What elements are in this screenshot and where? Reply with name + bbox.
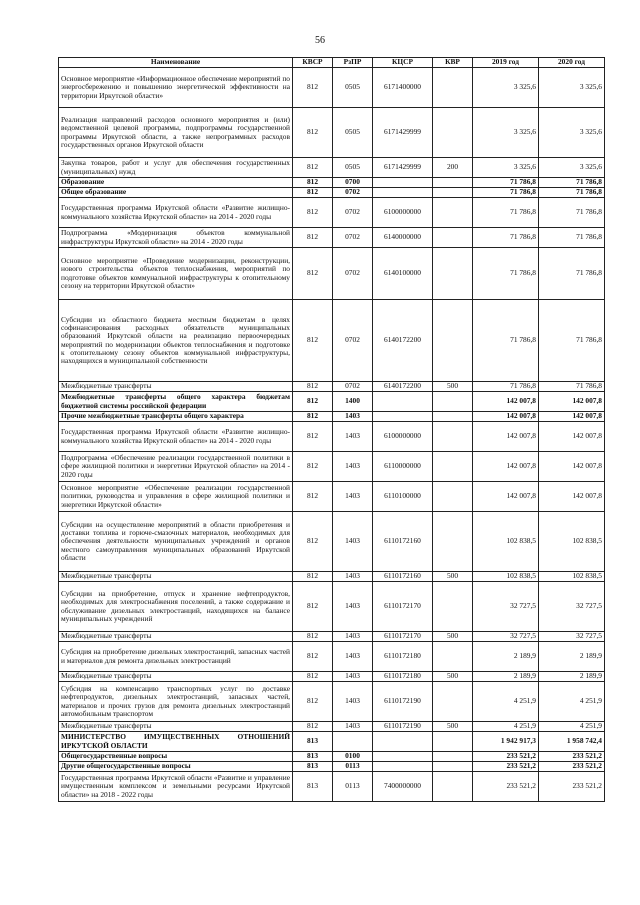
column-header-2019: 2019 год xyxy=(473,58,539,68)
cell-kcsr: 6110172190 xyxy=(373,682,433,722)
cell-2020: 4 251,9 xyxy=(539,722,605,732)
cell-kvsr: 813 xyxy=(293,752,333,762)
cell-rzpr: 0702 xyxy=(333,248,373,300)
cell-kcsr: 6110100000 xyxy=(373,482,433,512)
cell-kcsr: 6171429999 xyxy=(373,158,433,178)
cell-rzpr: 0100 xyxy=(333,752,373,762)
cell-name: Межбюджетные трансферты xyxy=(59,722,293,732)
cell-kvr xyxy=(433,422,473,452)
cell-rzpr: 0702 xyxy=(333,228,373,248)
cell-kvsr: 812 xyxy=(293,300,333,382)
cell-2019: 3 325,6 xyxy=(473,68,539,108)
cell-kvsr: 812 xyxy=(293,582,333,632)
cell-name: Государственная программа Иркутской области «Развитие и управление имущественным комплексом и земельными ресурсами Иркутской области» на 2018 - 2022 годы xyxy=(59,772,293,802)
cell-2020: 71 786,8 xyxy=(539,248,605,300)
cell-kvr xyxy=(433,482,473,512)
cell-name: Государственная программа Иркутской области «Развитие жилищно-коммунального хозяйства Иркутской области» на 2014 - 2020 годы xyxy=(59,422,293,452)
cell-kvr xyxy=(433,412,473,422)
cell-2019: 142 007,8 xyxy=(473,412,539,422)
cell-2019: 102 838,5 xyxy=(473,572,539,582)
table-row xyxy=(59,632,605,642)
cell-kcsr: 6140000000 xyxy=(373,228,433,248)
cell-kvr xyxy=(433,228,473,248)
cell-kvr xyxy=(433,198,473,228)
column-header-kvsr: КВСР xyxy=(293,58,333,68)
cell-rzpr: 1403 xyxy=(333,642,373,672)
cell-kcsr: 6110172160 xyxy=(373,512,433,572)
table-row xyxy=(59,722,605,732)
cell-kvr xyxy=(433,300,473,382)
cell-rzpr: 1403 xyxy=(333,582,373,632)
table-row xyxy=(59,300,605,382)
cell-name: МИНИСТЕРСТВО ИМУЩЕСТВЕННЫХ ОТНОШЕНИЙ ИРКУТСКОЙ ОБЛАСТИ xyxy=(59,732,293,752)
cell-kvr xyxy=(433,772,473,802)
cell-kvr xyxy=(433,732,473,752)
table-row xyxy=(59,572,605,582)
table-row xyxy=(59,672,605,682)
cell-kvsr: 812 xyxy=(293,198,333,228)
cell-2020: 142 007,8 xyxy=(539,482,605,512)
cell-kcsr xyxy=(373,392,433,412)
cell-kvsr: 813 xyxy=(293,732,333,752)
cell-2019: 4 251,9 xyxy=(473,682,539,722)
cell-kvsr: 812 xyxy=(293,382,333,392)
cell-2020: 71 786,8 xyxy=(539,300,605,382)
cell-rzpr: 0702 xyxy=(333,188,373,198)
cell-rzpr: 0702 xyxy=(333,198,373,228)
cell-kvsr: 812 xyxy=(293,188,333,198)
cell-name: Субсидия на компенсацию транспортных услуг по доставке нефтепродуктов, дизельных электростанций, запасных частей, материалов и прочих грузов для ремонта дизельных электростанций автомобильным транспортом xyxy=(59,682,293,722)
cell-2019: 102 838,5 xyxy=(473,512,539,572)
cell-2019: 233 521,2 xyxy=(473,752,539,762)
cell-kcsr xyxy=(373,188,433,198)
cell-kvsr: 812 xyxy=(293,572,333,582)
cell-name: Другие общегосударственные вопросы xyxy=(59,762,293,772)
cell-name: Общее образование xyxy=(59,188,293,198)
cell-rzpr: 1400 xyxy=(333,392,373,412)
cell-2020: 32 727,5 xyxy=(539,582,605,632)
cell-2019: 1 942 917,3 xyxy=(473,732,539,752)
cell-rzpr: 0505 xyxy=(333,158,373,178)
cell-2020: 3 325,6 xyxy=(539,68,605,108)
table-row xyxy=(59,772,605,802)
cell-kcsr: 6110172170 xyxy=(373,632,433,642)
table-row xyxy=(59,582,605,632)
table-row xyxy=(59,178,605,188)
cell-name: Основное мероприятие «Проведение модернизации, реконструкции, нового строительства объектов теплоснабжения, мероприятий по подготовке объектов коммунальной инфраструктуры к отопительному сезону на территории Иркутской области» xyxy=(59,248,293,300)
cell-kcsr: 6100000000 xyxy=(373,198,433,228)
cell-name: Прочие межбюджетные трансферты общего характера xyxy=(59,412,293,422)
cell-2020: 142 007,8 xyxy=(539,412,605,422)
cell-kcsr: 6171400000 xyxy=(373,68,433,108)
cell-2019: 4 251,9 xyxy=(473,722,539,732)
cell-name: Межбюджетные трансферты xyxy=(59,632,293,642)
column-header-name: Наименование xyxy=(59,58,293,68)
cell-2020: 71 786,8 xyxy=(539,188,605,198)
cell-rzpr: 1403 xyxy=(333,412,373,422)
table-row xyxy=(59,762,605,772)
cell-2020: 142 007,8 xyxy=(539,422,605,452)
column-header-kcsr: КЦСР xyxy=(373,58,433,68)
cell-2019: 3 325,6 xyxy=(473,158,539,178)
cell-2020: 233 521,2 xyxy=(539,752,605,762)
table-row xyxy=(59,188,605,198)
cell-kvsr: 812 xyxy=(293,422,333,452)
cell-kcsr xyxy=(373,762,433,772)
cell-kvr xyxy=(433,248,473,300)
cell-name: Субсидии на осуществление мероприятий в области приобретения и доставки топлива и горюче-смазочных материалов, необходимых для обеспечения деятельности муниципальных учреждений и органов местного самоуправления муниципальных образований Иркутской области xyxy=(59,512,293,572)
cell-kcsr: 6110172180 xyxy=(373,672,433,682)
cell-2020: 2 189,9 xyxy=(539,672,605,682)
cell-kvr xyxy=(433,512,473,572)
cell-kvsr: 812 xyxy=(293,392,333,412)
table-row xyxy=(59,108,605,158)
cell-kcsr: 6140172200 xyxy=(373,382,433,392)
cell-2019: 71 786,8 xyxy=(473,382,539,392)
cell-2019: 71 786,8 xyxy=(473,178,539,188)
cell-name: Субсидия на приобретение дизельных электростанций, запасных частей и материалов для ремонта дизельных электростанций xyxy=(59,642,293,672)
cell-kvsr: 812 xyxy=(293,108,333,158)
table-row xyxy=(59,452,605,482)
table-row xyxy=(59,642,605,672)
table-row xyxy=(59,412,605,422)
cell-kcsr: 6140172200 xyxy=(373,300,433,382)
cell-2020: 233 521,2 xyxy=(539,772,605,802)
cell-kcsr xyxy=(373,178,433,188)
cell-2020: 71 786,8 xyxy=(539,198,605,228)
cell-name: Межбюджетные трансферты xyxy=(59,382,293,392)
cell-2019: 32 727,5 xyxy=(473,632,539,642)
cell-2019: 2 189,9 xyxy=(473,672,539,682)
cell-kvsr: 812 xyxy=(293,412,333,422)
cell-rzpr: 1403 xyxy=(333,722,373,732)
cell-2020: 32 727,5 xyxy=(539,632,605,642)
cell-name: Основное мероприятие «Информационное обеспечение мероприятий по энергосбережению и повышению энергетической эффективности на территории Иркутской области» xyxy=(59,68,293,108)
cell-kvsr: 812 xyxy=(293,158,333,178)
cell-2019: 142 007,8 xyxy=(473,482,539,512)
cell-2019: 233 521,2 xyxy=(473,772,539,802)
cell-kvr: 500 xyxy=(433,672,473,682)
table-row xyxy=(59,512,605,572)
cell-kvr xyxy=(433,682,473,722)
cell-2020: 71 786,8 xyxy=(539,178,605,188)
table-row xyxy=(59,392,605,412)
cell-rzpr: 0702 xyxy=(333,300,373,382)
cell-name: Межбюджетные трансферты xyxy=(59,672,293,682)
table-row xyxy=(59,228,605,248)
cell-kcsr: 6100000000 xyxy=(373,422,433,452)
cell-2019: 3 325,6 xyxy=(473,108,539,158)
cell-2020: 2 189,9 xyxy=(539,642,605,672)
table-row xyxy=(59,752,605,762)
cell-kvr xyxy=(433,108,473,158)
cell-kvsr: 812 xyxy=(293,68,333,108)
cell-kvr: 500 xyxy=(433,382,473,392)
cell-kvsr: 812 xyxy=(293,722,333,732)
cell-name: Образование xyxy=(59,178,293,188)
cell-name: Закупка товаров, работ и услуг для обеспечения государственных (муниципальных) нужд xyxy=(59,158,293,178)
table-row xyxy=(59,732,605,752)
cell-2020: 71 786,8 xyxy=(539,228,605,248)
cell-rzpr: 1403 xyxy=(333,422,373,452)
cell-rzpr: 0113 xyxy=(333,762,373,772)
page-number: 56 xyxy=(315,35,325,46)
cell-kcsr xyxy=(373,732,433,752)
cell-kvsr: 813 xyxy=(293,762,333,772)
cell-rzpr: 1403 xyxy=(333,482,373,512)
cell-kvr xyxy=(433,762,473,772)
cell-kvsr: 812 xyxy=(293,228,333,248)
cell-2019: 32 727,5 xyxy=(473,582,539,632)
cell-kcsr xyxy=(373,752,433,762)
cell-kvr xyxy=(433,392,473,412)
cell-rzpr: 0505 xyxy=(333,68,373,108)
column-header-2020: 2020 год xyxy=(539,58,605,68)
cell-2020: 71 786,8 xyxy=(539,382,605,392)
cell-kvr xyxy=(433,752,473,762)
table-row xyxy=(59,682,605,722)
cell-rzpr xyxy=(333,732,373,752)
cell-kvsr: 812 xyxy=(293,248,333,300)
cell-kvsr: 812 xyxy=(293,682,333,722)
cell-name: Государственная программа Иркутской области «Развитие жилищно-коммунального хозяйства Иркутской области» на 2014 - 2020 годы xyxy=(59,198,293,228)
cell-rzpr: 1403 xyxy=(333,512,373,572)
cell-rzpr: 1403 xyxy=(333,572,373,582)
cell-2020: 233 521,2 xyxy=(539,762,605,772)
cell-2019: 71 786,8 xyxy=(473,198,539,228)
table-row xyxy=(59,68,605,108)
cell-kvsr: 812 xyxy=(293,178,333,188)
table-row xyxy=(59,248,605,300)
cell-kvr xyxy=(433,642,473,672)
cell-2019: 2 189,9 xyxy=(473,642,539,672)
cell-kvsr: 812 xyxy=(293,632,333,642)
cell-rzpr: 1403 xyxy=(333,452,373,482)
cell-kvsr: 812 xyxy=(293,672,333,682)
cell-kvr xyxy=(433,188,473,198)
cell-kcsr: 6110172160 xyxy=(373,572,433,582)
cell-kvsr: 812 xyxy=(293,512,333,572)
table-header-row xyxy=(59,58,605,68)
cell-kcsr: 6171429999 xyxy=(373,108,433,158)
cell-name: Субсидии из областного бюджета местным бюджетам в целях софинансирования расходных обязательств муниципальных образований Иркутской области на реализацию первоочередных мероприятий по модернизации объектов теплоснабжения и подготовке к отопительному сезону объектов коммунальной инфраструктуры, находящихся в муниципальной собственности xyxy=(59,300,293,382)
cell-name: Реализация направлений расходов основного мероприятия и (или) ведомственной целевой программы, подпрограммы государственной программы Иркутской области, а также непрограммных расходов государственных органов Иркутской области xyxy=(59,108,293,158)
table-row xyxy=(59,422,605,452)
cell-name: Основное мероприятие «Обеспечение реализации государственной политики, руководства и управления в сфере жилищной политики и энергетики Иркутской области» xyxy=(59,482,293,512)
cell-kvr: 500 xyxy=(433,722,473,732)
cell-2020: 102 838,5 xyxy=(539,512,605,572)
cell-rzpr: 1403 xyxy=(333,672,373,682)
column-header-rzpr: РзПР xyxy=(333,58,373,68)
cell-2020: 4 251,9 xyxy=(539,682,605,722)
cell-kvr xyxy=(433,68,473,108)
cell-kcsr: 6110172180 xyxy=(373,642,433,672)
cell-rzpr: 1403 xyxy=(333,632,373,642)
cell-name: Подпрограмма «Модернизация объектов коммунальной инфраструктуры Иркутской области» на 2014 - 2020 годы xyxy=(59,228,293,248)
cell-kvr xyxy=(433,178,473,188)
cell-kvr: 200 xyxy=(433,158,473,178)
table-row xyxy=(59,482,605,512)
cell-rzpr: 0505 xyxy=(333,108,373,158)
cell-rzpr: 0702 xyxy=(333,382,373,392)
cell-name: Общегосударственные вопросы xyxy=(59,752,293,762)
cell-kcsr: 6110000000 xyxy=(373,452,433,482)
cell-name: Подпрограмма «Обеспечение реализации государственной политики в сфере жилищной политики и энергетики Иркутской области» на 2014 - 2020 годы xyxy=(59,452,293,482)
cell-2020: 102 838,5 xyxy=(539,572,605,582)
cell-2020: 3 325,6 xyxy=(539,158,605,178)
cell-kcsr: 6110172190 xyxy=(373,722,433,732)
table-row xyxy=(59,198,605,228)
cell-kvr xyxy=(433,452,473,482)
cell-2019: 142 007,8 xyxy=(473,422,539,452)
cell-kvr: 500 xyxy=(433,572,473,582)
cell-2019: 71 786,8 xyxy=(473,228,539,248)
cell-2019: 71 786,8 xyxy=(473,248,539,300)
cell-kvsr: 812 xyxy=(293,642,333,672)
cell-kvr: 500 xyxy=(433,632,473,642)
table-row xyxy=(59,158,605,178)
cell-2019: 71 786,8 xyxy=(473,300,539,382)
budget-table xyxy=(58,57,605,802)
cell-2020: 1 958 742,4 xyxy=(539,732,605,752)
cell-2019: 71 786,8 xyxy=(473,188,539,198)
cell-kcsr: 6110172170 xyxy=(373,582,433,632)
cell-2020: 3 325,6 xyxy=(539,108,605,158)
cell-kcsr: 6140100000 xyxy=(373,248,433,300)
cell-kcsr xyxy=(373,412,433,422)
cell-rzpr: 0113 xyxy=(333,772,373,802)
cell-2019: 142 007,8 xyxy=(473,392,539,412)
cell-2020: 142 007,8 xyxy=(539,392,605,412)
cell-name: Межбюджетные трансферты общего характера бюджетам бюджетной системы российской федерации xyxy=(59,392,293,412)
cell-rzpr: 1403 xyxy=(333,682,373,722)
column-header-kvr: КВР xyxy=(433,58,473,68)
cell-kvsr: 812 xyxy=(293,482,333,512)
table-row xyxy=(59,382,605,392)
cell-2019: 233 521,2 xyxy=(473,762,539,772)
cell-2019: 142 007,8 xyxy=(473,452,539,482)
cell-name: Межбюджетные трансферты xyxy=(59,572,293,582)
cell-rzpr: 0700 xyxy=(333,178,373,188)
cell-kvr xyxy=(433,582,473,632)
cell-kvsr: 813 xyxy=(293,772,333,802)
cell-name: Субсидии на приобретение, отпуск и хранение нефтепродуктов, необходимых для электроснабжения поселений, а также содержание и обслуживание дизельных электростанций, находящихся на балансе муниципальных учреждений xyxy=(59,582,293,632)
cell-kvsr: 812 xyxy=(293,452,333,482)
cell-kcsr: 7400000000 xyxy=(373,772,433,802)
cell-2020: 142 007,8 xyxy=(539,452,605,482)
